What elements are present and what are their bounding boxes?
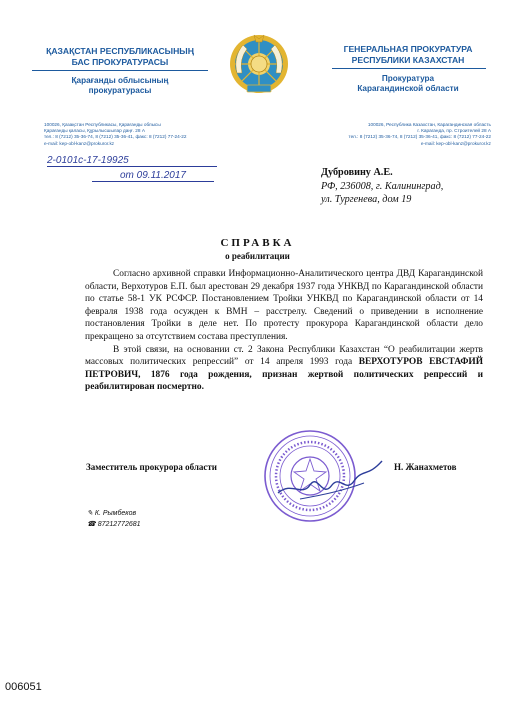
document-title: СПРАВКА: [220, 237, 295, 249]
recipient-name: Дубровину А.Е.: [321, 167, 393, 178]
reg-date: от 09.11.2017: [92, 170, 214, 182]
signatory-position: Заместитель прокурора области: [86, 462, 217, 472]
header-left-address: [44, 122, 224, 147]
header-left-rule: [32, 70, 208, 71]
paragraph-2-bold: ВЕРХОТУРОВ ЕВСТАФИЙ ПЕТРОВИЧ, 1876 года рождения, признан жертвой политических репрессий и реабилитирован посмертно.: [85, 357, 484, 393]
header-right-rule: [332, 68, 486, 69]
phone-icon: ☎: [87, 521, 96, 528]
recipient-line3: ул. Тургенева, дом 19: [321, 194, 412, 205]
header-left-sub: [30, 76, 210, 96]
executor-line: [87, 509, 136, 517]
executor-phone-line: [87, 520, 141, 528]
left-address-line: Қарағанды қаласы, Құрылысшылар даңғ. 28 А: [44, 128, 145, 134]
paragraph-2-text: В этой связи, на основании ст. 2 Закона Республики Казахстан “О реабилитации жертв массовых политических репрессий” от 14 апреля 1993 года: [85, 344, 483, 368]
header-left: [30, 46, 210, 67]
header-right-sub: [323, 74, 493, 94]
document-body: [85, 268, 483, 394]
header-right: [323, 44, 493, 65]
document-subtitle: о реабилитации: [225, 251, 290, 261]
state-emblem-icon: [229, 33, 289, 95]
header-right-sub1: Прокуратура: [381, 74, 435, 83]
left-address-line: тел.: 8 (7212) 35-36-74, 8 (7212) 35-36-41, факс: 8 (7212) 77-24-22: [44, 134, 187, 140]
header-left-sub2: прокуратурасы: [88, 86, 152, 95]
header-right-sub2: Карагандинской области: [357, 84, 459, 93]
right-address-line: 100026, Республика Казахстан, Карагандинская область: [367, 122, 491, 127]
right-address-line: тел.: 8 (7212) 35-36-74, 8 (7212) 35-36-41, факс: 8 (7212) 77-24-22: [348, 134, 491, 140]
reg-number: 2-0101с-17-19925: [47, 155, 217, 167]
signatory-name: Н. Жанахметов: [394, 462, 457, 472]
header-left-line2: БАС ПРОКУРАТУРАСЫ: [71, 56, 169, 67]
left-address-line: e-mail: kep-obl-kanz@prokuror.kz: [44, 140, 115, 146]
pen-icon: ✎: [87, 510, 93, 517]
header-left-sub1: Қарағанды облысының: [71, 76, 169, 85]
recipient-line2: РФ, 236008, г. Калининград,: [321, 180, 444, 192]
header-left-line1: ҚАЗАҚСТАН РЕСПУБЛИКАСЫНЫҢ: [46, 46, 194, 56]
right-address-line: г. Караганда, пр. Строителей 28 А: [417, 128, 491, 134]
right-address-line: e-mail: kep-obl-kanz@prokuror.kz: [420, 140, 491, 146]
left-address-line: 100026, Қазақстан Республикасы, Қарағанды облысы: [44, 122, 161, 127]
header-right-line1: ГЕНЕРАЛЬНАЯ ПРОКУРАТУРА: [343, 44, 473, 54]
executor-phone: 87212772681: [97, 521, 141, 528]
header-right-address: [331, 122, 491, 147]
paragraph-2: [85, 344, 483, 394]
document-number: 006051: [5, 681, 42, 693]
executor-name: К. Рымбеков: [94, 510, 137, 517]
recipient-block: [321, 166, 501, 207]
signature-scribble-icon: [272, 455, 392, 505]
header-right-line2: РЕСПУБЛИКИ КАЗАХСТАН: [351, 54, 465, 65]
paragraph-1: Согласно архивной справки Информационно-Аналитического центра ДВД Карагандинской области, Верхотуров Е.П. был арестован 29 декабря 1937 года УНКВД по Карагандинской области по статье 58-1 УК РСФСР. Постановлением Тройки УНКВД по Карагандинской области от 14 февраля 1938 года осужден к ВМН – расстрелу. Сведений о приведении в исполнение постановления Тройки в деле нет. По протесту прокурора Карагандинской области дело прекращено за отсутствием состава преступления.: [85, 269, 483, 342]
